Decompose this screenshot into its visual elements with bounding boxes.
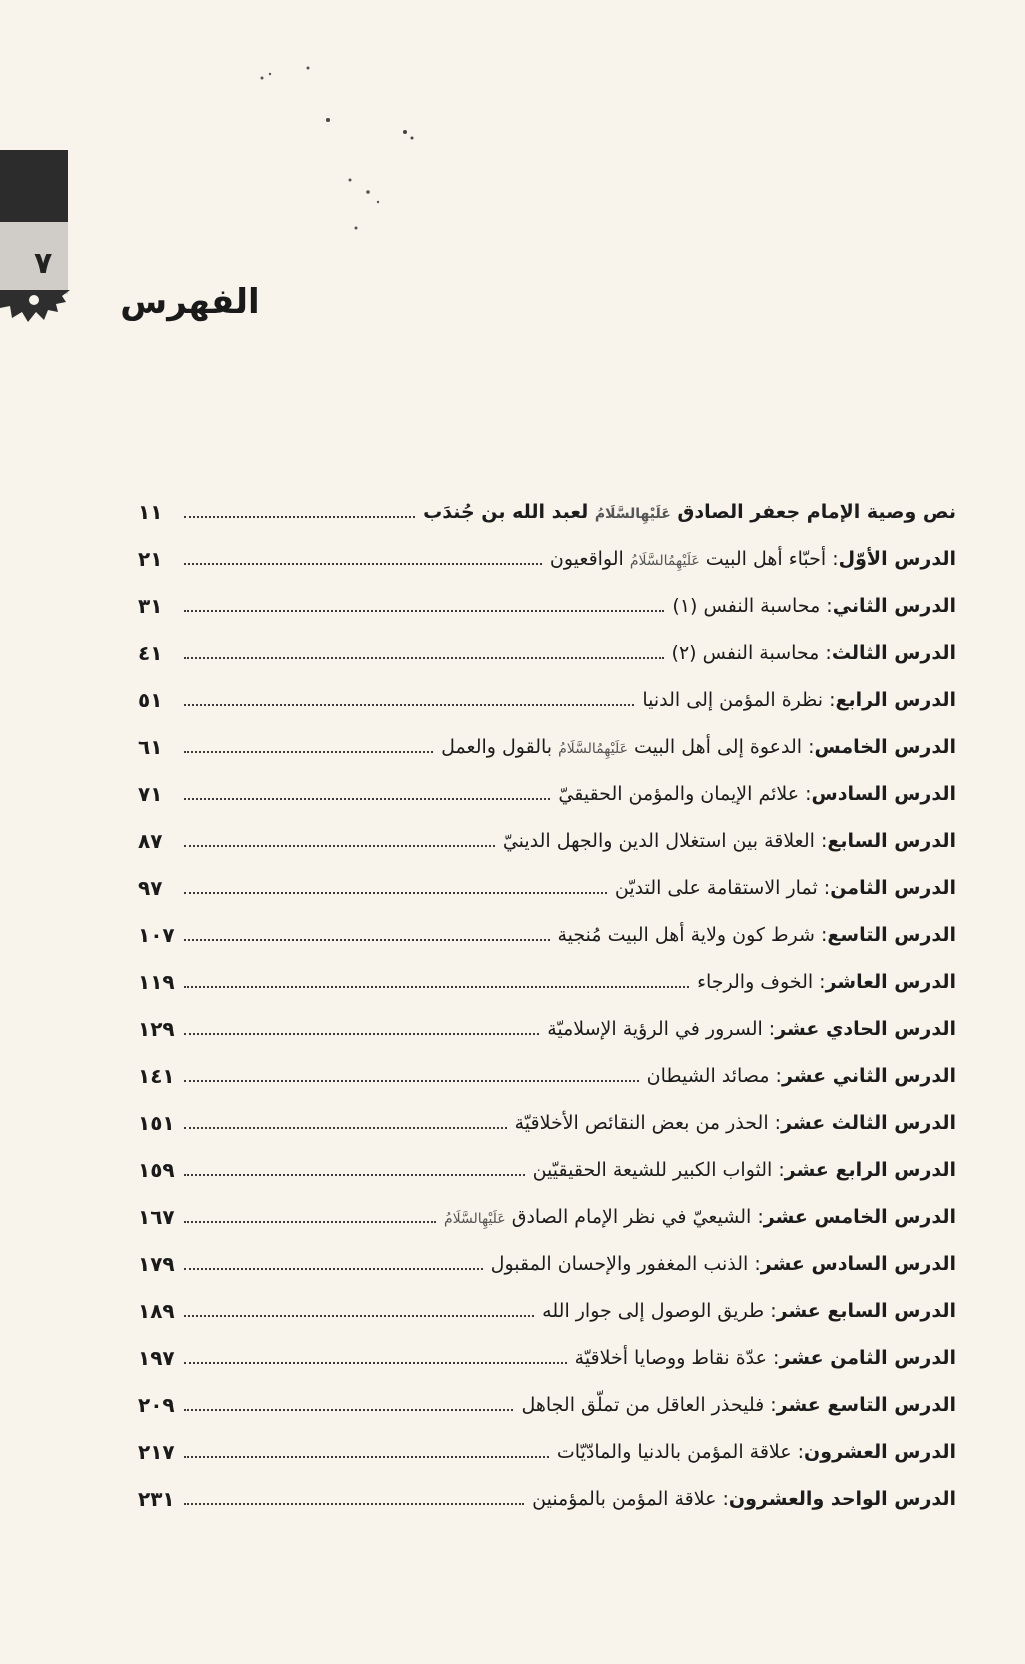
paper-specks bbox=[250, 60, 450, 260]
toc-page-number: ١٥١ bbox=[138, 1110, 175, 1135]
page-title: الفهرس bbox=[120, 282, 260, 322]
toc-row bbox=[138, 1146, 956, 1193]
toc-entry-text: الخوف والرجاء bbox=[697, 970, 814, 993]
toc-row bbox=[138, 1193, 956, 1240]
toc-lesson-label: الدرس الخامس عشر bbox=[763, 1205, 956, 1228]
toc-entry-text: ثمار الاستقامة على التديّن bbox=[614, 876, 818, 899]
toc-lesson-label: الدرس الحادي عشر bbox=[775, 1017, 956, 1040]
toc-leader-dots bbox=[184, 1127, 507, 1129]
toc-entry-tail: لعبد الله بن جُندَب bbox=[423, 500, 589, 523]
toc-entry-text: العلاقة بين استغلال الدين والجهل الدينيّ bbox=[502, 829, 815, 852]
toc-page-number: ٢٠٩ bbox=[138, 1392, 175, 1417]
toc-row bbox=[138, 1240, 956, 1287]
toc-row bbox=[138, 1428, 956, 1475]
toc-page-number: ٩٧ bbox=[138, 875, 163, 900]
toc-page-number: ٨٧ bbox=[138, 828, 163, 853]
toc-leader-dots bbox=[184, 845, 495, 847]
toc-leader-dots bbox=[184, 1362, 567, 1364]
toc-row bbox=[138, 488, 956, 535]
toc-entry: الدرس الحادي عشر: السرور في الرؤية الإسلاميّة bbox=[547, 1017, 956, 1040]
toc-lesson-label: الدرس الثامن عشر bbox=[779, 1346, 956, 1369]
toc-page-number: ١٨٩ bbox=[138, 1298, 175, 1323]
toc-lesson-label: الدرس التاسع عشر bbox=[776, 1393, 956, 1416]
toc-leader-dots bbox=[184, 986, 689, 988]
toc-entry-tail: بالقول والعمل bbox=[441, 735, 553, 758]
toc-row bbox=[138, 911, 956, 958]
toc-row bbox=[138, 864, 956, 911]
toc-entry-text: الثواب الكبير للشيعة الحقيقيّين bbox=[532, 1158, 773, 1181]
toc-leader-dots bbox=[184, 1315, 534, 1317]
toc-row bbox=[138, 1287, 956, 1334]
toc-leader-dots bbox=[184, 1033, 539, 1035]
ornament-icon bbox=[0, 290, 70, 340]
toc-entry: الدرس التاسع: شرط كون ولاية أهل البيت مُنجية bbox=[557, 923, 956, 946]
toc-entry-text: علائم الإيمان والمؤمن الحقيقيّ bbox=[558, 782, 800, 805]
toc-leader-dots bbox=[184, 751, 433, 753]
toc-entry-text: فليحذر العاقل من تملّق الجاهل bbox=[521, 1393, 765, 1416]
toc-entry: الدرس الواحد والعشرون: علاقة المؤمن بالمؤمنين bbox=[532, 1487, 956, 1510]
toc-entry-text: الشيعيّ في نظر الإمام الصادق bbox=[511, 1205, 752, 1228]
toc-entry-honorific: عَلَيْهِالسَّلَامُ bbox=[443, 1210, 506, 1227]
toc-entry: الدرس العاشر: الخوف والرجاء bbox=[697, 970, 956, 993]
toc-page-number: ١٦٧ bbox=[138, 1204, 175, 1229]
toc-lesson-label: الدرس الثالث bbox=[831, 641, 956, 664]
toc-row bbox=[138, 770, 956, 817]
toc-entry-text: مصائد الشيطان bbox=[646, 1064, 770, 1087]
toc-entry: الدرس الأوّل: أحبّاء أهل البيت عَلَيْهِمُالسَّلَامُ الواقعيون bbox=[549, 547, 956, 570]
toc-entry: الدرس الثالث عشر: الحذر من بعض النقائص الأخلاقيّة bbox=[514, 1111, 956, 1134]
toc-lesson-label: الدرس السابع عشر bbox=[776, 1299, 956, 1322]
toc-lesson-label: الدرس السابع bbox=[827, 829, 956, 852]
toc-entry: الدرس السابع عشر: طريق الوصول إلى جوار الله bbox=[542, 1299, 956, 1322]
toc-entry-text: الدعوة إلى أهل البيت bbox=[633, 735, 803, 758]
toc-row bbox=[138, 582, 956, 629]
toc-page-number: ٥١ bbox=[138, 687, 163, 712]
toc-page-number: ١٢٩ bbox=[138, 1016, 175, 1041]
toc-leader-dots bbox=[184, 610, 664, 612]
toc-page-number: ١٠٧ bbox=[138, 922, 175, 947]
toc-entry-text: شرط كون ولاية أهل البيت مُنجية bbox=[557, 923, 815, 946]
toc-entry-honorific: عَلَيْهِمُالسَّلَامُ bbox=[629, 552, 700, 569]
toc-leader-dots bbox=[184, 939, 550, 941]
toc-page-number: ١٧٩ bbox=[138, 1251, 175, 1276]
toc-leader-dots bbox=[184, 563, 542, 565]
toc-entry-text: طريق الوصول إلى جوار الله bbox=[542, 1299, 765, 1322]
toc-page-number: ٤١ bbox=[138, 640, 163, 665]
toc-leader-dots bbox=[184, 1174, 525, 1176]
toc-row bbox=[138, 676, 956, 723]
toc-lesson-label: الدرس الثاني bbox=[832, 594, 956, 617]
toc-page-number: ٢١٧ bbox=[138, 1439, 175, 1464]
toc-entry-text: نظرة المؤمن إلى الدنيا bbox=[642, 688, 824, 711]
toc-row bbox=[138, 1475, 956, 1522]
toc-leader-dots bbox=[184, 516, 415, 518]
toc-leader-dots bbox=[184, 892, 607, 894]
toc-entry: الدرس السابع: العلاقة بين استغلال الدين والجهل الدينيّ bbox=[502, 829, 956, 852]
toc-row bbox=[138, 1052, 956, 1099]
toc-entry: الدرس السادس عشر: الذنب المغفور والإحسان المقبول bbox=[490, 1252, 956, 1275]
toc-entry: الدرس الخامس: الدعوة إلى أهل البيت عَلَيْهِمُالسَّلَامُ بالقول والعمل bbox=[441, 735, 956, 758]
toc-entry: الدرس الثالث: محاسبة النفس (٢) bbox=[671, 641, 956, 664]
toc-entry-text: محاسبة النفس (٢) bbox=[671, 641, 820, 664]
toc-lesson-label: الدرس العشرون bbox=[804, 1440, 956, 1463]
toc-leader-dots bbox=[184, 657, 664, 659]
toc-entry-text: السرور في الرؤية الإسلاميّة bbox=[547, 1017, 763, 1040]
toc-row bbox=[138, 1005, 956, 1052]
toc-lesson-label: الدرس الواحد والعشرون bbox=[728, 1487, 956, 1510]
toc-row bbox=[138, 629, 956, 676]
tab-dark-band bbox=[0, 150, 68, 222]
toc-entry: الدرس الثاني عشر: مصائد الشيطان bbox=[646, 1064, 956, 1087]
toc-row bbox=[138, 1381, 956, 1428]
toc-row bbox=[138, 535, 956, 582]
toc-page-number: ١١ bbox=[138, 499, 163, 524]
toc-lesson-label: الدرس الثاني عشر bbox=[781, 1064, 956, 1087]
toc-entry-text: الحذر من بعض النقائص الأخلاقيّة bbox=[514, 1111, 769, 1134]
toc-page-number: ٢١ bbox=[138, 546, 163, 571]
toc-leader-dots bbox=[184, 1456, 549, 1458]
toc-lesson-label: الدرس العاشر bbox=[825, 970, 956, 993]
toc-lesson-label: الدرس الرابع عشر bbox=[784, 1158, 956, 1181]
toc-page-number: ١٥٩ bbox=[138, 1157, 175, 1182]
toc-entry: الدرس الثامن عشر: عدّة نقاط ووصايا أخلاقيّة bbox=[574, 1346, 956, 1369]
toc-leader-dots bbox=[184, 1268, 483, 1270]
toc-lesson-label: الدرس الثامن bbox=[830, 876, 956, 899]
toc-lesson-label: الدرس السادس عشر bbox=[760, 1252, 956, 1275]
toc-leader-dots bbox=[184, 1080, 639, 1082]
toc-entry-text: الذنب المغفور والإحسان المقبول bbox=[490, 1252, 749, 1275]
page-number: ٧ bbox=[34, 246, 53, 281]
toc-entry: الدرس الثاني: محاسبة النفس (١) bbox=[672, 594, 956, 617]
toc-page-number: ١٩٧ bbox=[138, 1345, 175, 1370]
toc-entry: الدرس الرابع: نظرة المؤمن إلى الدنيا bbox=[642, 688, 956, 711]
toc-leader-dots bbox=[184, 1221, 436, 1223]
toc-entry bbox=[423, 501, 956, 523]
toc-entry-honorific: عَلَيْهِمُالسَّلَامُ bbox=[558, 740, 628, 757]
toc-entry: الدرس الخامس عشر: الشيعيّ في نظر الإمام الصادق عَلَيْهِالسَّلَامُ bbox=[443, 1205, 956, 1228]
toc-lesson-label: الدرس السادس bbox=[811, 782, 956, 805]
toc-page-number: ٢٣١ bbox=[138, 1486, 175, 1511]
toc-page-number: ٣١ bbox=[138, 593, 163, 618]
toc-leader-dots bbox=[184, 1503, 524, 1505]
toc-lesson-label: الدرس التاسع bbox=[827, 923, 956, 946]
toc-entry: الدرس العشرون: علاقة المؤمن بالدنيا والمادّيّات bbox=[556, 1440, 956, 1463]
toc-entry: الدرس التاسع عشر: فليحذر العاقل من تملّق الجاهل bbox=[521, 1393, 956, 1416]
toc-lesson-label: الدرس الثالث عشر bbox=[781, 1111, 956, 1134]
toc-entry: الدرس الرابع عشر: الثواب الكبير للشيعة الحقيقيّين bbox=[532, 1158, 956, 1181]
toc-entry: الدرس الثامن: ثمار الاستقامة على التديّن bbox=[614, 876, 956, 899]
toc-entry-text: محاسبة النفس (١) bbox=[672, 594, 821, 617]
toc-entry-text: علاقة المؤمن بالمؤمنين bbox=[532, 1487, 717, 1510]
toc-entry-tail: الواقعيون bbox=[549, 547, 624, 570]
toc-row bbox=[138, 723, 956, 770]
toc-row bbox=[138, 1334, 956, 1381]
toc-leader-dots bbox=[184, 798, 550, 800]
toc-page-number: ٧١ bbox=[138, 781, 163, 806]
toc-row bbox=[138, 817, 956, 864]
toc-lesson-label: الدرس الرابع bbox=[835, 688, 956, 711]
toc-page-number: ١٤١ bbox=[138, 1063, 175, 1088]
toc-entry-text: عدّة نقاط ووصايا أخلاقيّة bbox=[574, 1346, 767, 1369]
toc-entry-text: علاقة المؤمن بالدنيا والمادّيّات bbox=[556, 1440, 792, 1463]
toc-row bbox=[138, 1099, 956, 1146]
toc-leader-dots bbox=[184, 1409, 513, 1411]
toc-entry: الدرس السادس: علائم الإيمان والمؤمن الحقيقيّ bbox=[558, 782, 956, 805]
toc-row bbox=[138, 958, 956, 1005]
toc-page-number: ١١٩ bbox=[138, 969, 175, 994]
toc-lesson-label: الدرس الخامس bbox=[814, 735, 956, 758]
toc-page-number: ٦١ bbox=[138, 734, 163, 759]
toc-lesson-label: الدرس الأوّل bbox=[838, 547, 956, 570]
toc-leader-dots bbox=[184, 704, 634, 706]
table-of-contents bbox=[138, 488, 956, 1522]
toc-entry-text: نص وصية الإمام جعفر الصادق bbox=[677, 500, 956, 523]
toc-entry-honorific: عَلَيْهِالسَّلَامُ bbox=[594, 505, 671, 522]
toc-entry-text: أحبّاء أهل البيت bbox=[705, 547, 827, 570]
